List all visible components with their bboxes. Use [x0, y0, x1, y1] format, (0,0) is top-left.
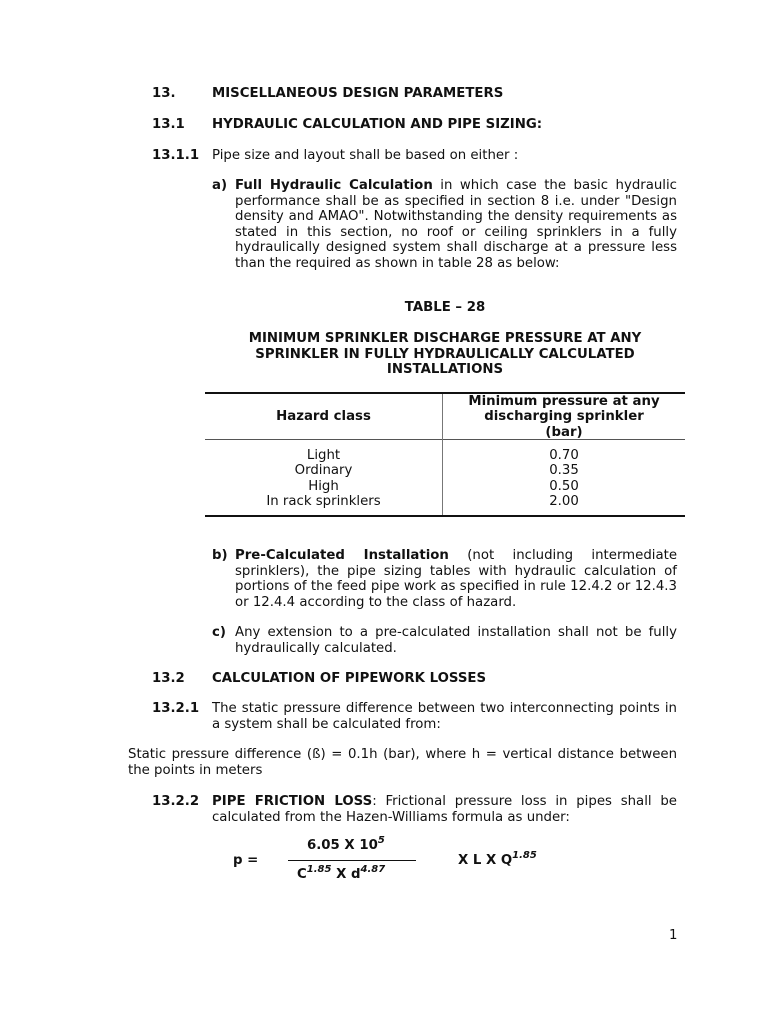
- subsection-13-2-1-text: The static pressure difference between two interconnecting points in a system shall be calculated from:: [212, 701, 677, 732]
- formula-den-d-exponent: 4.87: [360, 864, 386, 875]
- formula-den-mid: X d: [331, 867, 361, 882]
- header-pressure-line-1: Minimum pressure at any: [468, 394, 660, 409]
- table-cell-pressure: 0.35: [549, 463, 579, 478]
- table-caption: TABLE – 28: [404, 300, 486, 315]
- table-cell-hazard: Ordinary: [294, 463, 353, 478]
- formula-den-c: C: [297, 867, 307, 882]
- table-cell-hazard: High: [308, 479, 339, 494]
- page-number: 1: [669, 928, 678, 943]
- subsection-13-2-number: 13.2: [152, 671, 185, 686]
- formula-numerator-base: 6.05 X 10: [307, 838, 378, 853]
- subsection-13-1-1-number: 13.1.1: [152, 148, 200, 163]
- subsection-13-2-title: CALCULATION OF PIPEWORK LOSSES: [212, 671, 487, 686]
- table-bottom-rule: [205, 515, 685, 517]
- item-a-text: in which case the basic hydraulic performance shall be as specified in section 8 i.e. under "Design density and AMAO". Notwithstanding the density requirements as stated in this section, no roof or ceiling sprinklers in a fully hydraulically designed system shall discharge at a pressure less than the required as shown in table 28 as below:: [235, 178, 677, 271]
- item-b-text: (not including intermediate sprinklers), the pipe sizing tables with hydraulic calculation of portions of the feed pipe work as specified in rule 12.4.2 or 12.4.3 or 12.4.4 according to the class of hazard.: [235, 548, 677, 610]
- item-a-paragraph: [235, 178, 677, 272]
- table-cell-hazard: In rack sprinklers: [266, 494, 381, 509]
- subsection-13-2-2-paragraph: [212, 794, 677, 825]
- formula-lhs: p =: [233, 853, 259, 868]
- header-hazard-class: Hazard class: [276, 409, 371, 424]
- formula-denominator: [297, 864, 386, 883]
- item-a-lead: Full Hydraulic Calculation: [235, 178, 433, 193]
- item-a-marker: a): [212, 178, 228, 193]
- formula-fraction-bar: [288, 860, 416, 861]
- subsection-13-1-number: 13.1: [152, 117, 185, 132]
- formula-rhs-base: X L X Q: [458, 853, 513, 868]
- item-c-marker: c): [212, 625, 226, 640]
- subsection-13-2-2-number: 13.2.2: [152, 794, 200, 809]
- formula-numerator: [307, 835, 385, 854]
- formula-den-c-exponent: 1.85: [306, 864, 332, 875]
- subsection-13-2-1-number: 13.2.1: [152, 701, 200, 716]
- table-cell-pressure: 0.50: [549, 479, 579, 494]
- item-b-lead: Pre-Calculated Installation: [235, 548, 449, 563]
- formula-numerator-exponent: 5: [377, 835, 385, 846]
- table-cell-pressure: 2.00: [549, 494, 579, 509]
- subsection-13-1-1-text: Pipe size and layout shall be based on either :: [212, 148, 519, 163]
- item-b-paragraph: [235, 548, 677, 610]
- item-b-marker: b): [212, 548, 228, 563]
- item-c-text: Any extension to a pre-calculated installation shall not be fully hydraulically calculated.: [235, 625, 677, 656]
- subsection-13-1-title: HYDRAULIC CALCULATION AND PIPE SIZING:: [212, 117, 543, 132]
- table-cell-pressure: 0.70: [549, 448, 579, 463]
- header-pressure-line-2: discharging sprinkler: [484, 409, 644, 424]
- formula-rhs-exponent: 1.85: [512, 850, 537, 861]
- table-title: MINIMUM SPRINKLER DISCHARGE PRESSURE AT ANY SPRINKLER IN FULLY HYDRAULICALLY CALCULATED INSTALLATIONS: [248, 331, 642, 378]
- static-pressure-text: Static pressure difference (ß) = 0.1h (bar), where h = vertical distance between the points in meters: [128, 747, 677, 778]
- formula-rhs: [458, 850, 537, 869]
- section-title: MISCELLANEOUS DESIGN PARAMETERS: [212, 86, 504, 101]
- table-cell-hazard: Light: [306, 448, 341, 463]
- pipe-friction-loss-lead: PIPE FRICTION LOSS: [212, 794, 373, 809]
- pipe-friction-loss-text: : Frictional pressure loss in pipes shall be calculated from the Hazen-Williams formula as under:: [212, 794, 677, 825]
- section-number: 13.: [152, 86, 176, 101]
- header-pressure-line-3: (bar): [545, 425, 583, 440]
